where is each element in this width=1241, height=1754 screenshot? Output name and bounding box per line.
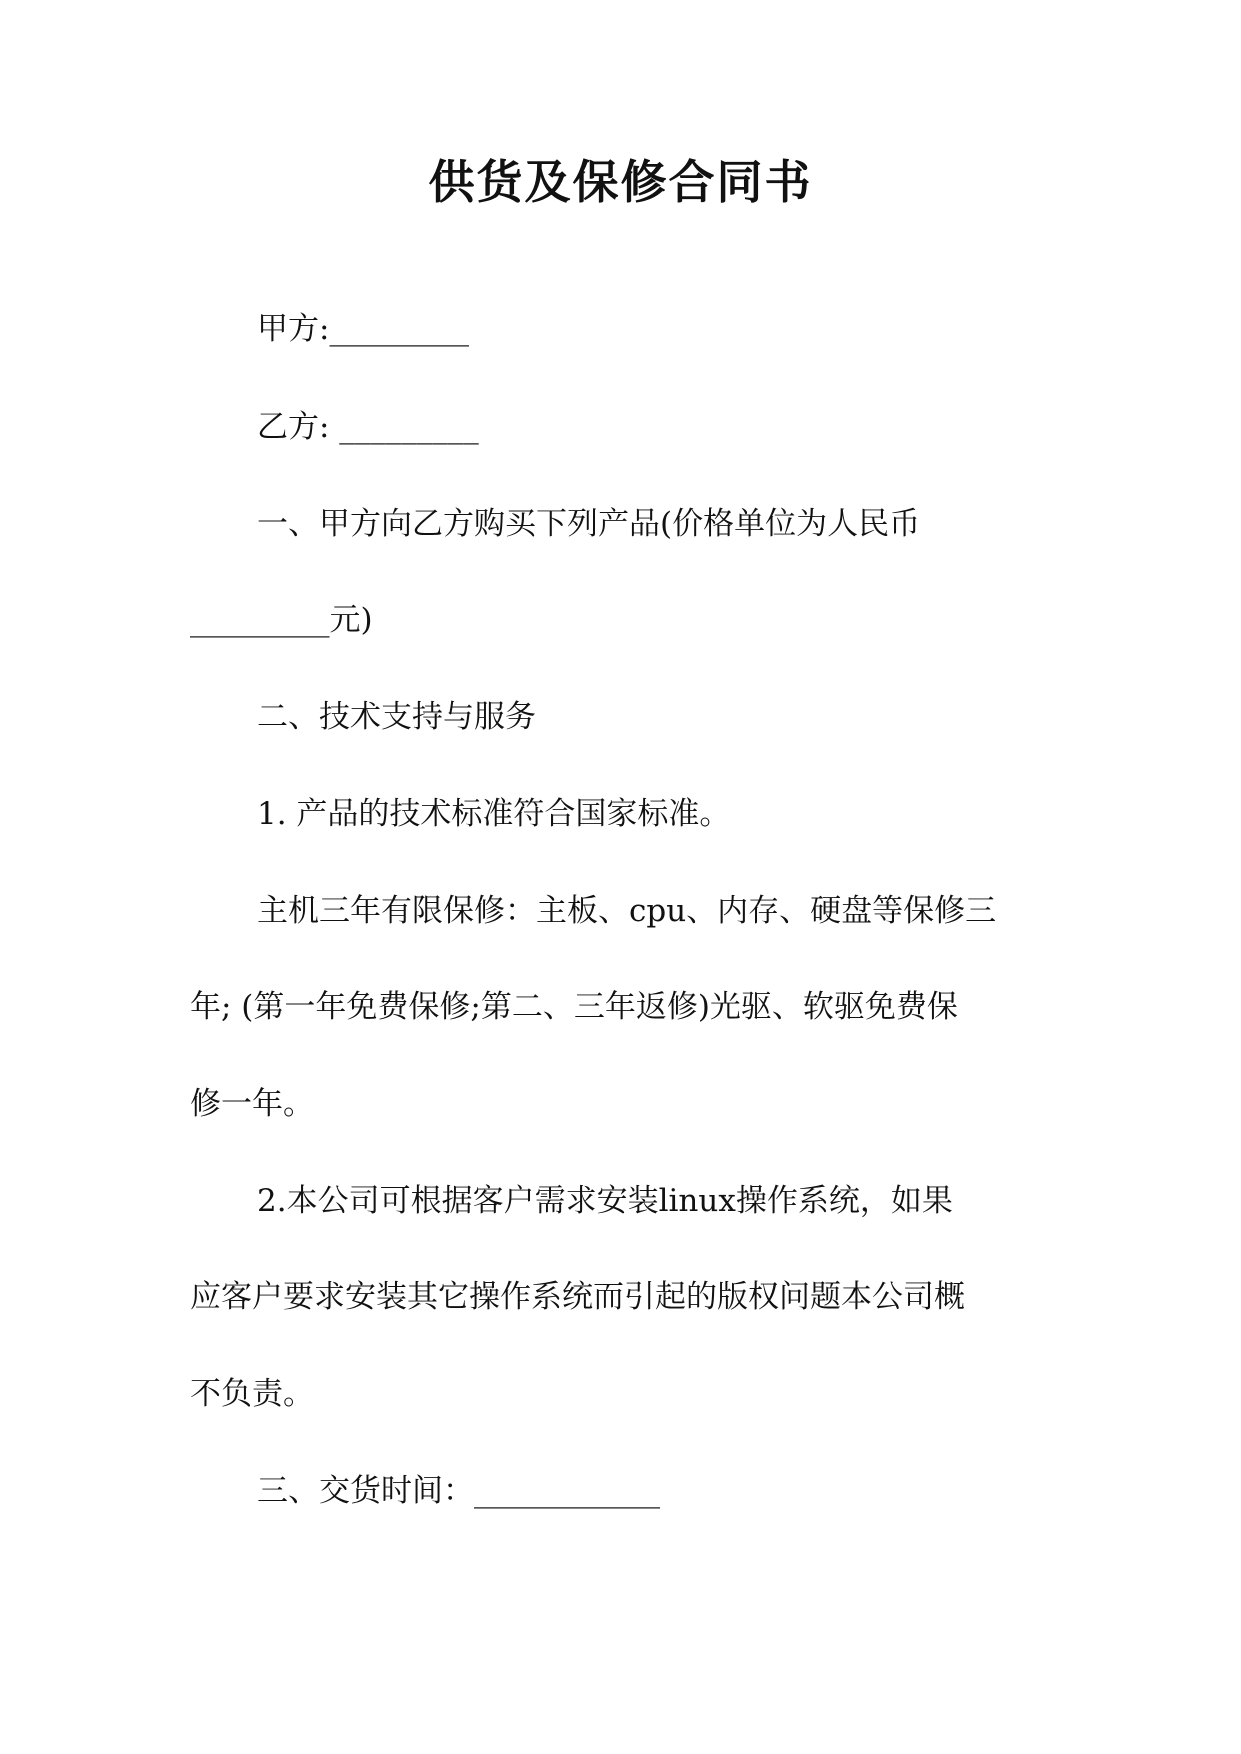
clause-2-1-line: 1. 产品的技术标准符合国家标准。	[257, 796, 731, 832]
clause-2-2-line-2: 应客户要求安装其它操作系统而引起的版权问题本公司概	[190, 1279, 965, 1315]
section-1-line-2: _________元)	[190, 602, 373, 638]
section-1-line-1: 一、甲方向乙方购买下列产品(价格单位为人民币	[257, 506, 921, 542]
document-title: 供货及保修合同书	[428, 155, 813, 209]
warranty-line-3: 修一年。	[190, 1086, 314, 1122]
clause-2-2-line-1: 2.本公司可根据客户需求安装linux操作系统，如果	[257, 1183, 953, 1219]
warranty-line-2: 年; (第一年免费保修;第二、三年返修)光驱、软驱免费保	[190, 989, 958, 1025]
section-3-delivery-line: 三、交货时间：____________	[257, 1473, 660, 1509]
warranty-line-1: 主机三年有限保修：主板、cpu、内存、硬盘等保修三	[257, 893, 997, 929]
clause-2-2-line-3: 不负责。	[190, 1376, 314, 1412]
party-a-line: 甲方:_________	[257, 311, 469, 347]
party-b-line: 乙方: _________	[257, 409, 479, 445]
section-2-heading: 二、技术支持与服务	[257, 699, 536, 735]
